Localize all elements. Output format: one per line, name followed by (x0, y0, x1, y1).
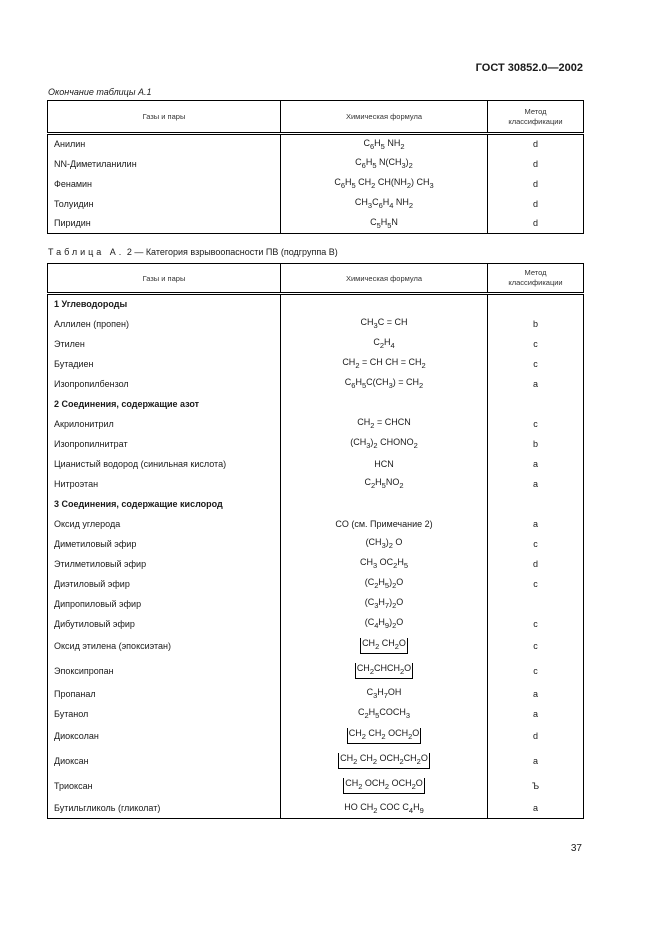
classification-method: c (488, 634, 584, 659)
chemical-formula: $C_5H_5N$ (281, 214, 488, 234)
classification-method: a (488, 704, 584, 724)
table-row (48, 334, 584, 354)
ring-bracket: $CH_2CHCH_2O$ (355, 663, 413, 680)
col-header-formula: Химическая формула (281, 101, 488, 134)
chemical-formula: $(CH_3)_2$ O (281, 534, 488, 554)
classification-method: c (488, 414, 584, 434)
classification-method: d (488, 154, 584, 174)
classification-method: Ъ (488, 774, 584, 799)
chemical-formula: $C_2H_5NO_2$ (281, 474, 488, 494)
classification-method: b (488, 434, 584, 454)
chemical-formula (281, 659, 488, 684)
gas-name: Дибутиловый эфир (48, 614, 281, 634)
col-header-method-text: Метод классификации (508, 106, 563, 126)
chemical-formula: $C_2H_4$ (281, 334, 488, 354)
gas-name: Бутильгликоль (гликолат) (48, 799, 281, 819)
table1-caption: Окончание таблицы А.1 (48, 87, 152, 97)
classification-method: a (488, 474, 584, 494)
table2-caption-text: 2 — Категория взрывоопасности ПВ (подгруппа В) (126, 247, 338, 257)
classification-method: c (488, 574, 584, 594)
table-row (48, 594, 584, 614)
gas-name: Акрилонитрил (48, 414, 281, 434)
gas-name: Фенамин (48, 174, 281, 194)
table2-caption (48, 247, 338, 257)
gas-name: Эпоксипропан (48, 659, 281, 684)
gas-name: Бутадиен (48, 354, 281, 374)
section-row (48, 394, 584, 414)
gas-name: Этилметиловый эфир (48, 554, 281, 574)
chemical-formula: $CH_3$ $OC_2H_5$ (281, 554, 488, 574)
table-row (48, 354, 584, 374)
classification-method: a (488, 684, 584, 704)
table2 (47, 263, 584, 819)
classification-method: d (488, 554, 584, 574)
gas-name: Диоксолан (48, 724, 281, 749)
chemical-formula: $C_6H_5$ $NH_2$ (281, 134, 488, 154)
gas-name: Триоксан (48, 774, 281, 799)
classification-method: d (488, 134, 584, 154)
table-row (48, 434, 584, 454)
chemical-formula: $CH_2$ = CHCN (281, 414, 488, 434)
table-row (48, 704, 584, 724)
gas-name: Цианистый водород (синильная кислота) (48, 454, 281, 474)
col-header-method-text: Метод классификации (508, 268, 563, 287)
gas-name: Анилин (48, 134, 281, 154)
classification-method (488, 594, 584, 614)
table-row (48, 314, 584, 334)
col-header-formula: Химическая формула (281, 264, 488, 294)
table-row (48, 749, 584, 774)
table1-header-row (48, 101, 584, 134)
table-row (48, 799, 584, 819)
section-title: 2 Соединения, содержащие азот (48, 394, 281, 414)
table-row (48, 454, 584, 474)
classification-method: b (488, 314, 584, 334)
chemical-formula (281, 774, 488, 799)
table-row (48, 374, 584, 394)
table-row (48, 659, 584, 684)
classification-method: a (488, 374, 584, 394)
chemical-formula: $CH_2$ = CH CH = $CH_2$ (281, 354, 488, 374)
chemical-formula: $C_6H_5$ $N(CH_3)_2$ (281, 154, 488, 174)
table-row (48, 514, 584, 534)
chemical-formula: HO $CH_2$ COC $C_4H_9$ (281, 799, 488, 819)
chemical-formula: $C_3H_7OH$ (281, 684, 488, 704)
chemical-formula (281, 724, 488, 749)
chemical-formula: $(C_4H_9)_2O$ (281, 614, 488, 634)
page-number: 37 (570, 843, 582, 854)
chemical-formula: $C_6H_5$ $CH_2$ $CH(NH_2)$ $CH_3$ (281, 174, 488, 194)
section-row (48, 294, 584, 314)
table1 (47, 100, 584, 234)
classification-method: c (488, 334, 584, 354)
table-row (48, 174, 584, 194)
chemical-formula: CO (см. Примечание 2) (281, 514, 488, 534)
classification-method: d (488, 174, 584, 194)
chemical-formula (281, 634, 488, 659)
table-row (48, 194, 584, 214)
gas-name: Диэтиловый эфир (48, 574, 281, 594)
chemical-formula: HCN (281, 454, 488, 474)
classification-method: d (488, 194, 584, 214)
table-row (48, 634, 584, 659)
gas-name: Толуидин (48, 194, 281, 214)
col-header-gases: Газы и пары (48, 264, 281, 294)
section-title: 3 Соединения, содержащие кислород (48, 494, 281, 514)
chemical-formula: $C_2H_5COCH_3$ (281, 704, 488, 724)
table-row (48, 134, 584, 154)
gas-name: Изопропилнитрат (48, 434, 281, 454)
gas-name: Дипропиловый эфир (48, 594, 281, 614)
gas-name: Изопропилбензол (48, 374, 281, 394)
table-row (48, 214, 584, 234)
gas-name: Бутанол (48, 704, 281, 724)
gas-name: Оксид углерода (48, 514, 281, 534)
classification-method: c (488, 354, 584, 374)
ring-bracket: $CH_2$ $OCH_2$ $OCH_2O$ (343, 778, 425, 795)
classification-method: c (488, 534, 584, 554)
table-row (48, 414, 584, 434)
col-header-method (488, 101, 584, 134)
gas-name: Аллилен (пропен) (48, 314, 281, 334)
chemical-formula: $(C_3H_7)_2O$ (281, 594, 488, 614)
table-row (48, 774, 584, 799)
classification-method: c (488, 614, 584, 634)
classification-method: a (488, 514, 584, 534)
classification-method: a (488, 749, 584, 774)
table2-caption-prefix: Таблица А. (48, 247, 125, 257)
table-row (48, 724, 584, 749)
chemical-formula (281, 749, 488, 774)
section-row (48, 494, 584, 514)
chemical-formula: $C_6H_5C(CH_3) = CH_2$ (281, 374, 488, 394)
table-row (48, 684, 584, 704)
col-header-gases: Газы и пары (48, 101, 281, 134)
table-row (48, 574, 584, 594)
gas-name: Диметиловый эфир (48, 534, 281, 554)
gas-name: Диоксан (48, 749, 281, 774)
classification-method: d (488, 724, 584, 749)
table-row (48, 614, 584, 634)
chemical-formula: $(C_2H_5)_2O$ (281, 574, 488, 594)
table-row (48, 154, 584, 174)
table-row (48, 534, 584, 554)
document-standard-number: ГОСТ 30852.0—2002 (475, 62, 583, 74)
ring-bracket: $CH_2$ $CH_2O$ (360, 638, 408, 655)
gas-name: Нитроэтан (48, 474, 281, 494)
gas-name: Пропанал (48, 684, 281, 704)
classification-method: c (488, 659, 584, 684)
section-title: 1 Углеводороды (48, 294, 281, 314)
gas-name: Этилен (48, 334, 281, 354)
chemical-formula: $(CH_3)_2$ $CHONO_2$ (281, 434, 488, 454)
ring-bracket: $CH_2$ $CH_2$ $OCH_2CH_2O$ (338, 753, 430, 770)
table-row (48, 554, 584, 574)
ring-bracket: $CH_2$ $CH_2$ $OCH_2O$ (347, 728, 422, 745)
gas-name: Пиридин (48, 214, 281, 234)
chemical-formula: $CH_3C$ = CH (281, 314, 488, 334)
gas-name: Оксид этилена (эпоксиэтан) (48, 634, 281, 659)
classification-method: d (488, 214, 584, 234)
gas-name: NN-Диметиланилин (48, 154, 281, 174)
table-row (48, 474, 584, 494)
col-header-method (488, 264, 584, 294)
classification-method: a (488, 454, 584, 474)
classification-method: a (488, 799, 584, 819)
chemical-formula: $CH_3C_6H_4$ $NH_2$ (281, 194, 488, 214)
table2-header-row (48, 264, 584, 294)
